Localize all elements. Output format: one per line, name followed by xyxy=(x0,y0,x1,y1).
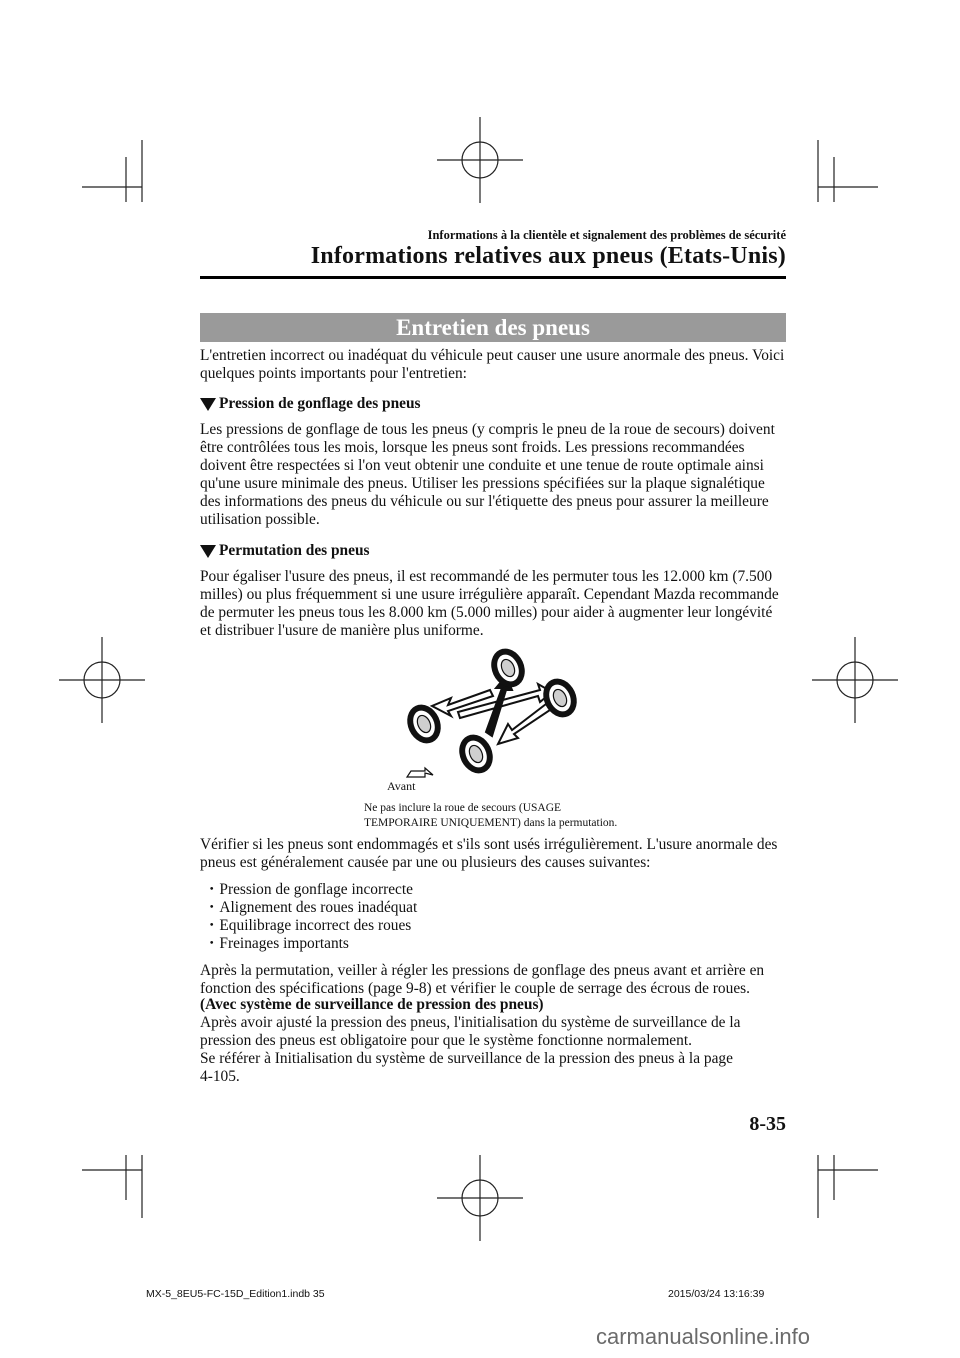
header-title: Informations relatives aux pneus (Etats-Unis) xyxy=(310,243,786,269)
figure-caption-line1: Ne pas inclure la roue de secours (USAGE xyxy=(364,802,562,814)
tire-rotation-diagram xyxy=(400,640,600,780)
inspection-paragraph: Vérifier si les pneus sont endommagés et s'ils sont usés irrégulièrement. L'usure anormale des pneus est généralement causée par une ou plusieurs des causes suivantes: xyxy=(200,836,778,871)
triangle-bullet-icon xyxy=(200,545,216,558)
causes-list xyxy=(204,881,417,953)
watermark: carmanualsonline.info xyxy=(596,1324,811,1349)
list-item: ・Equilibrage incorrect des roues xyxy=(204,917,412,934)
rotation-arrows xyxy=(432,676,552,744)
tpms-heading: (Avec système de surveillance de pression des pneus) xyxy=(200,996,544,1013)
intro-paragraph: L'entretien incorrect ou inadéquat du véhicule peut causer une usure anormale des pneus. Voici quelques points importants pour l'entretien: xyxy=(200,347,785,382)
list-item: ・Alignement des roues inadéquat xyxy=(204,899,418,916)
rotation-heading-text: Permutation des pneus xyxy=(219,542,370,559)
reference-line-2: 4-105. xyxy=(200,1068,240,1085)
list-item: ・Freinages importants xyxy=(204,935,349,952)
figure-caption xyxy=(364,801,617,831)
rotation-paragraph: Pour égaliser l'usure des pneus, il est recommandé de les permuter tous les 12.000 km (7.500 milles) ou plus fréquemment si une usure irrégulière apparaît. Cependant Mazda recommande de permuter les pneus tous les 8.000 km (5.000 milles) pour aider à augmenter leur longévité et distribuer l'usure de manière plus uniforme. xyxy=(200,568,779,639)
front-label: Avant xyxy=(387,779,416,793)
triangle-bullet-icon xyxy=(200,398,216,411)
header-rule xyxy=(200,276,786,279)
pressure-heading-text: Pression de gonflage des pneus xyxy=(219,395,421,412)
footer-timestamp: 2015/03/24 13:16:39 xyxy=(668,1288,765,1300)
tire-front-right xyxy=(485,643,531,693)
tire-rear-right xyxy=(537,673,583,723)
reference-line-1: Se référer à Initialisation du système de surveillance de la pression des pneus à la page xyxy=(200,1050,733,1067)
footer-file: MX-5_8EU5-FC-15D_Edition1.indb 35 xyxy=(146,1288,325,1300)
rotation-heading xyxy=(200,542,370,560)
pressure-paragraph: Les pressions de gonflage de tous les pneus (y compris le pneu de la roue de secours) doivent être contrôlées tous les mois, lorsque les pneus sont froids. Les pressions recommandées doivent être respectées si l'on veut obtenir une conduite et une tenue de route optimale ainsi qu'une usure minimale des pneus. Utiliser les pressions spécifiées sur la plaque signalétique des informations des pneus du véhicule ou sur l'étiquette des pneus pour assurer la meilleure utilisation possible. xyxy=(200,421,775,528)
pressure-heading xyxy=(200,395,421,413)
list-item: ・Pression de gonflage incorrecte xyxy=(204,881,413,898)
header-subtitle: Informations à la clientèle et signalement des problèmes de sécurité xyxy=(427,228,786,242)
section-banner: Entretien des pneus xyxy=(200,313,786,342)
after-rotation-paragraph: Après la permutation, veiller à régler les pressions de gonflage des pneus avant et arrière en fonction des spécifications (page 9-8) et vérifier le couple de serrage des écrous de roues. xyxy=(200,962,765,997)
page-number: 8-35 xyxy=(749,1113,786,1135)
figure-caption-line2: TEMPORAIRE UNIQUEMENT) dans la permutation. xyxy=(364,817,618,829)
tpms-paragraph: Après avoir ajusté la pression des pneus, l'initialisation du système de surveillance de la pression des pneus est obligatoire pour que le système fonctionne normalement. xyxy=(200,1014,741,1049)
